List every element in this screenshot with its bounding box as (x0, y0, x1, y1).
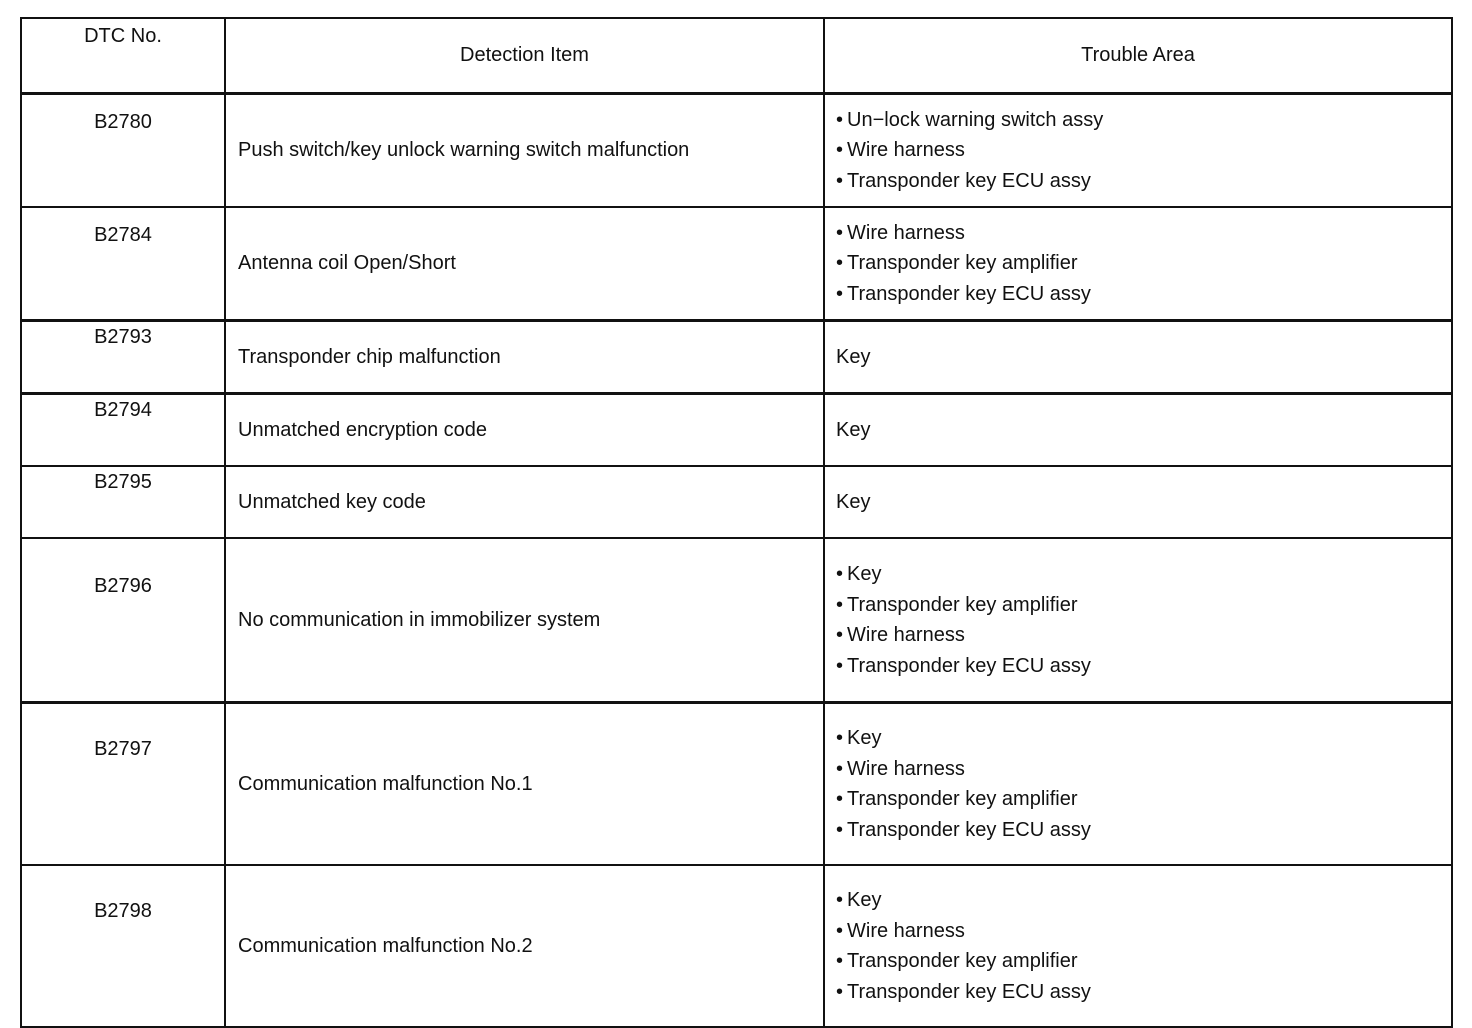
dtc-code: B2797 (21, 703, 225, 866)
trouble-area-item: • Un−lock warning switch assy (836, 105, 1451, 136)
trouble-area-item: • Transponder key ECU assy (836, 651, 1451, 682)
table-row (21, 865, 1452, 1027)
trouble-area-item: • Key (836, 885, 1451, 916)
trouble-area-item: • Transponder key ECU assy (836, 815, 1451, 846)
detection-item: Unmatched encryption code (225, 394, 824, 467)
trouble-area-list (836, 218, 1451, 310)
header-dtc-no: DTC No. (21, 18, 225, 94)
detection-item: Antenna coil Open/Short (225, 207, 824, 321)
trouble-area-item: • Wire harness (836, 916, 1451, 947)
detection-item: No communication in immobilizer system (225, 538, 824, 703)
trouble-area (824, 703, 1452, 866)
trouble-area-item: • Key (836, 559, 1451, 590)
detection-item: Unmatched key code (225, 466, 824, 538)
table-row (21, 703, 1452, 866)
trouble-area-item: • Transponder key amplifier (836, 784, 1451, 815)
trouble-area-item: • Transponder key ECU assy (836, 977, 1451, 1008)
dtc-code: B2796 (21, 538, 225, 703)
detection-item: Transponder chip malfunction (225, 321, 824, 394)
dtc-code: B2793 (21, 321, 225, 394)
dtc-code: B2794 (21, 394, 225, 467)
trouble-area-item: • Wire harness (836, 620, 1451, 651)
dtc-code: B2784 (21, 207, 225, 321)
trouble-area-item: • Wire harness (836, 754, 1451, 785)
dtc-code: B2795 (21, 466, 225, 538)
trouble-area-list (836, 885, 1451, 1007)
trouble-area (824, 865, 1452, 1027)
trouble-area-item: • Transponder key ECU assy (836, 166, 1451, 197)
detection-item: Push switch/key unlock warning switch malfunction (225, 94, 824, 208)
detection-item: Communication malfunction No.1 (225, 703, 824, 866)
table-body (21, 94, 1452, 1028)
table-row (21, 207, 1452, 321)
trouble-area (824, 538, 1452, 703)
table-row (21, 94, 1452, 208)
trouble-area-item: • Wire harness (836, 218, 1451, 249)
trouble-area (824, 207, 1452, 321)
table-header (21, 18, 1452, 94)
trouble-area-list (836, 723, 1451, 845)
trouble-area-item: • Transponder key amplifier (836, 590, 1451, 621)
trouble-area-list (836, 559, 1451, 681)
table-row (21, 394, 1452, 467)
table-row (21, 321, 1452, 394)
header-row (21, 18, 1452, 94)
trouble-area: Key (824, 394, 1452, 467)
header-trouble-area: Trouble Area (824, 18, 1452, 94)
trouble-area-item: • Transponder key ECU assy (836, 279, 1451, 310)
trouble-area-list (836, 105, 1451, 197)
trouble-area: Key (824, 321, 1452, 394)
trouble-area-item: • Key (836, 723, 1451, 754)
table-row (21, 466, 1452, 538)
trouble-area: Key (824, 466, 1452, 538)
dtc-code: B2798 (21, 865, 225, 1027)
table-row (21, 538, 1452, 703)
trouble-area-item: • Wire harness (836, 135, 1451, 166)
detection-item: Communication malfunction No.2 (225, 865, 824, 1027)
trouble-area-item: • Transponder key amplifier (836, 248, 1451, 279)
trouble-area-item: • Transponder key amplifier (836, 946, 1451, 977)
dtc-table (20, 17, 1453, 1028)
dtc-code: B2780 (21, 94, 225, 208)
trouble-area (824, 94, 1452, 208)
header-detection-item: Detection Item (225, 18, 824, 94)
